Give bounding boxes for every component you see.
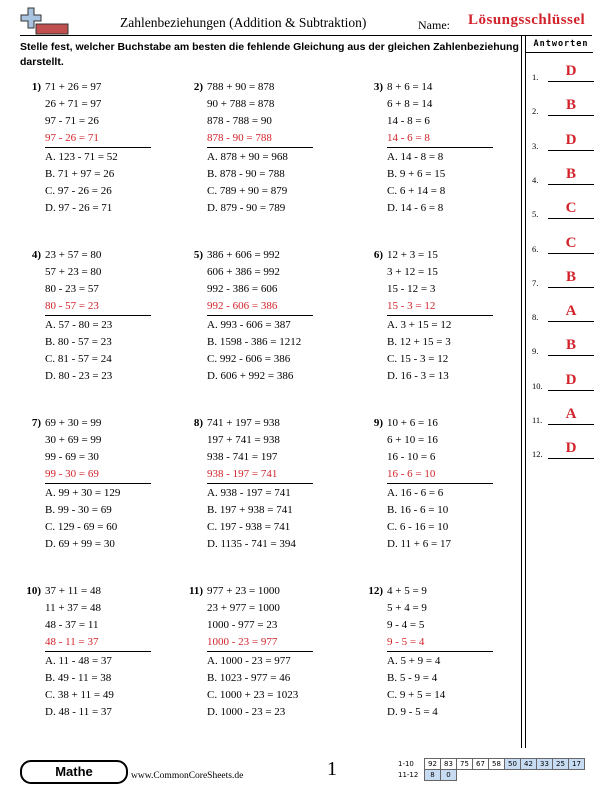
equation-rule — [387, 315, 493, 316]
worksheet-title: Zahlenbeziehungen (Addition & Subtraktion) — [120, 15, 367, 30]
problem-number: 1) — [31, 81, 41, 93]
answer-letter: D — [565, 131, 577, 148]
given-equation: 26 + 71 = 97 — [45, 98, 102, 110]
choice-option: A. 57 - 80 = 23 — [45, 319, 113, 331]
missing-equation-answer: 99 - 30 = 69 — [45, 468, 99, 480]
problem — [373, 79, 539, 220]
answer-number: 4. — [532, 174, 539, 185]
score-cell: 42 — [521, 759, 537, 770]
choice-option: D. 1135 - 741 = 394 — [207, 538, 296, 550]
choice-option: A. 1000 - 23 = 977 — [207, 655, 291, 667]
score-cell: 0 — [441, 770, 457, 781]
problem — [193, 79, 357, 217]
choice-option: B. 197 + 938 = 741 — [207, 504, 293, 516]
choice-option: A. 938 - 197 = 741 — [207, 487, 291, 499]
choice-option: D. 16 - 3 = 13 — [387, 370, 449, 382]
answer-row — [532, 133, 594, 153]
equation-rule — [387, 651, 493, 652]
choice-option: A. 5 + 9 = 4 — [387, 655, 441, 667]
problem — [193, 247, 357, 385]
choice-option: C. 38 + 11 = 49 — [45, 689, 114, 701]
problem — [188, 583, 357, 721]
choice-option: D. 48 - 11 = 37 — [45, 706, 112, 718]
given-equation: 741 + 197 = 938 — [207, 417, 280, 429]
answer-row — [532, 441, 594, 461]
choice-option: A. 878 + 90 = 968 — [207, 151, 288, 163]
answer-blank — [548, 81, 594, 82]
choice-option: D. 11 + 6 = 17 — [387, 538, 451, 550]
given-equation: 878 - 788 = 90 — [207, 115, 272, 127]
equation-rule — [45, 147, 151, 148]
answer-number: 2. — [532, 106, 539, 117]
missing-equation-answer: 97 - 26 = 71 — [45, 132, 99, 144]
score-cell: 83 — [441, 759, 457, 770]
choice-option: D. 14 - 6 = 8 — [387, 202, 444, 214]
answer-number: 9. — [532, 346, 539, 357]
answer-letter: B — [565, 97, 576, 114]
given-equation: 37 + 11 = 48 — [45, 585, 101, 597]
given-equation: 386 + 606 = 992 — [207, 249, 280, 261]
choice-option: C. 97 - 26 = 26 — [45, 185, 112, 197]
problem-number: 2) — [193, 81, 203, 93]
missing-equation-answer: 14 - 6 = 8 — [387, 132, 430, 144]
missing-equation-answer: 9 - 5 = 4 — [387, 636, 425, 648]
choice-option: D. 1000 - 23 = 23 — [207, 706, 286, 718]
given-equation: 23 + 57 = 80 — [45, 249, 102, 261]
answer-number: 1. — [532, 72, 539, 82]
answer-blank — [548, 184, 594, 185]
subject-badge: Mathe — [20, 760, 128, 784]
choice-option: B. 1598 - 386 = 1212 — [207, 336, 302, 348]
answer-blank — [548, 115, 594, 116]
missing-equation-answer: 1000 - 23 = 977 — [207, 636, 278, 648]
choice-option: A. 11 - 48 = 37 — [45, 655, 112, 667]
given-equation: 71 + 26 = 97 — [45, 81, 102, 93]
answer-number: 3. — [532, 140, 539, 151]
score-table — [398, 758, 585, 781]
answer-number: 8. — [532, 312, 539, 323]
answer-letter: C — [565, 200, 577, 217]
answer-blank — [548, 424, 594, 425]
given-equation: 69 + 30 = 99 — [45, 417, 102, 429]
problem — [193, 415, 357, 553]
answer-row — [532, 236, 594, 256]
given-equation: 938 - 741 = 197 — [207, 451, 278, 463]
worksheet-logo-icon — [20, 6, 70, 36]
equation-rule — [387, 483, 493, 484]
given-equation: 9 - 4 = 5 — [387, 619, 425, 631]
score-cell: 67 — [473, 759, 489, 770]
instructions: Stelle fest, welcher Buchstabe am besten die fehlende Gleichung aus der gleichen Zahlenbeziehung darstellt. — [20, 41, 519, 68]
missing-equation-answer: 15 - 3 = 12 — [387, 300, 436, 312]
answer-number: 12. — [532, 449, 543, 460]
choice-option: C. 789 + 90 = 879 — [207, 185, 288, 197]
score-cell: 75 — [457, 759, 473, 770]
score-range-label: 1-10 — [398, 760, 414, 768]
answer-blank — [548, 458, 594, 459]
missing-equation-answer: 938 - 197 = 741 — [207, 468, 278, 480]
answer-blank — [548, 355, 594, 356]
choice-option: C. 6 - 16 = 10 — [387, 521, 449, 533]
given-equation: 23 + 977 = 1000 — [207, 602, 280, 614]
problem — [373, 415, 537, 553]
problem-number: 8) — [193, 417, 203, 429]
answer-key-label: Lösungsschlüssel — [468, 12, 586, 28]
equation-rule — [45, 651, 151, 652]
missing-equation-answer: 992 - 606 = 386 — [207, 300, 278, 312]
equation-rule — [45, 483, 151, 484]
given-equation: 30 + 69 = 99 — [45, 434, 102, 446]
problem-number: 7) — [31, 417, 41, 429]
given-equation: 977 + 23 = 1000 — [207, 585, 280, 597]
problem-number: 12) — [368, 585, 383, 597]
problem — [31, 247, 195, 385]
answer-letter: B — [565, 268, 576, 285]
answer-row — [532, 201, 594, 221]
answers-header-rule — [526, 52, 593, 53]
answer-letter: B — [565, 337, 576, 354]
choice-option: D. 69 + 99 = 30 — [45, 538, 115, 550]
problem-number: 4) — [31, 249, 41, 261]
problem — [31, 79, 195, 217]
choice-option: B. 878 - 90 = 788 — [207, 168, 285, 180]
answer-row — [532, 98, 594, 118]
answer-row — [532, 338, 594, 358]
choice-option: C. 197 - 938 = 741 — [207, 521, 291, 533]
score-cell: 33 — [537, 759, 553, 770]
answer-letter: C — [565, 234, 577, 251]
choice-option: B. 99 - 30 = 69 — [45, 504, 112, 516]
answer-blank — [548, 390, 594, 391]
choice-option: A. 16 - 6 = 6 — [387, 487, 444, 499]
equation-rule — [207, 483, 313, 484]
score-cell: 50 — [505, 759, 521, 770]
answer-letter: D — [565, 63, 577, 79]
answer-number: 11. — [532, 415, 543, 425]
choice-option: A. 14 - 8 = 8 — [387, 151, 444, 163]
problem-number: 5) — [193, 249, 203, 261]
missing-equation-answer: 80 - 57 = 23 — [45, 300, 99, 312]
answer-row — [532, 373, 594, 393]
given-equation: 57 + 23 = 80 — [45, 266, 102, 278]
choice-option: C. 9 + 5 = 14 — [387, 689, 446, 701]
score-row — [398, 759, 585, 770]
header-divider — [20, 35, 592, 36]
answer-number: 10. — [532, 380, 543, 391]
choice-option: A. 99 + 30 = 129 — [45, 487, 121, 499]
score-range-label: 11-12 — [398, 771, 419, 779]
missing-equation-answer: 16 - 6 = 10 — [387, 468, 436, 480]
equation-rule — [207, 651, 313, 652]
answer-number: 6. — [532, 243, 539, 254]
given-equation: 97 - 71 = 26 — [45, 115, 99, 127]
choice-option: B. 12 + 15 = 3 — [387, 336, 451, 348]
choice-option: C. 15 - 3 = 12 — [387, 353, 449, 365]
score-cell: 8 — [425, 770, 441, 781]
given-equation: 6 + 10 = 16 — [387, 434, 438, 446]
choice-option: A. 3 + 15 = 12 — [387, 319, 452, 331]
given-equation: 12 + 3 = 15 — [387, 249, 438, 261]
given-equation: 90 + 788 = 878 — [207, 98, 275, 110]
site-url: www.CommonCoreSheets.de — [131, 771, 244, 781]
answer-letter: A — [565, 406, 577, 422]
score-grid — [398, 758, 585, 781]
choice-option: A. 123 - 71 = 52 — [45, 151, 118, 163]
page-number: 1 — [327, 758, 337, 780]
answer-number: 7. — [532, 277, 539, 288]
given-equation: 4 + 5 = 9 — [387, 585, 427, 597]
answers-header: Antworten — [533, 39, 589, 49]
given-equation: 3 + 12 = 15 — [387, 266, 438, 278]
score-cell: 25 — [553, 759, 569, 770]
given-equation: 48 - 37 = 11 — [45, 619, 99, 631]
answer-number: 5. — [532, 209, 539, 220]
score-cell: 92 — [425, 759, 441, 770]
score-cell: 17 — [569, 759, 585, 770]
problem-number: 10) — [26, 585, 41, 597]
score-row — [398, 770, 585, 781]
given-equation: 10 + 6 = 16 — [387, 417, 438, 429]
answer-blank — [548, 321, 594, 322]
given-equation: 197 + 741 = 938 — [207, 434, 280, 446]
equation-rule — [207, 147, 313, 148]
choice-option: C. 81 - 57 = 24 — [45, 353, 112, 365]
choice-option: C. 6 + 14 = 8 — [387, 185, 446, 197]
choice-option: D. 606 + 992 = 386 — [207, 370, 294, 382]
choice-option: C. 992 - 606 = 386 — [207, 353, 291, 365]
given-equation: 15 - 12 = 3 — [387, 283, 436, 295]
problem-number: 9) — [373, 417, 383, 429]
answer-row — [532, 167, 594, 187]
choice-option: B. 5 - 9 = 4 — [387, 672, 438, 684]
equation-rule — [45, 315, 151, 316]
given-equation: 14 - 8 = 6 — [387, 115, 430, 127]
answer-letter: A — [565, 303, 577, 320]
answer-letter: D — [565, 371, 577, 388]
answer-blank — [548, 150, 594, 151]
choice-option: D. 80 - 23 = 23 — [45, 370, 113, 382]
score-cell: 58 — [489, 759, 505, 770]
choice-option: C. 129 - 69 = 60 — [45, 521, 118, 533]
given-equation: 788 + 90 = 878 — [207, 81, 275, 93]
choice-option: B. 9 + 6 = 15 — [387, 168, 446, 180]
missing-equation-answer: 878 - 90 = 788 — [207, 132, 272, 144]
problem — [31, 415, 195, 553]
choice-option: B. 16 - 6 = 10 — [387, 504, 449, 516]
choice-option: B. 71 + 97 = 26 — [45, 168, 115, 180]
name-label: Name: — [418, 18, 450, 32]
given-equation: 80 - 23 = 57 — [45, 283, 99, 295]
problem-number: 6) — [373, 249, 383, 261]
given-equation: 1000 - 977 = 23 — [207, 619, 278, 631]
choice-option: C. 1000 + 23 = 1023 — [207, 689, 299, 701]
answer-row — [532, 304, 594, 324]
choice-option: B. 1023 - 977 = 46 — [207, 672, 291, 684]
answer-blank — [548, 253, 594, 254]
given-equation: 5 + 4 = 9 — [387, 602, 427, 614]
given-equation: 16 - 10 = 6 — [387, 451, 436, 463]
problem-number: 11) — [188, 585, 203, 597]
choice-option: A. 993 - 606 = 387 — [207, 319, 291, 331]
answer-row — [532, 407, 594, 427]
missing-equation-answer: 48 - 11 = 37 — [45, 636, 99, 648]
choice-option: D. 97 - 26 = 71 — [45, 202, 113, 214]
given-equation: 99 - 69 = 30 — [45, 451, 99, 463]
problem — [373, 247, 537, 385]
problem — [26, 583, 195, 721]
answer-blank — [548, 287, 594, 288]
given-equation: 606 + 386 = 992 — [207, 266, 280, 278]
problem — [368, 583, 537, 721]
given-equation: 6 + 8 = 14 — [387, 98, 433, 110]
choice-option: D. 9 - 5 = 4 — [387, 706, 438, 718]
problem-number: 3) — [373, 81, 383, 93]
choice-option: B. 49 - 11 = 38 — [45, 672, 112, 684]
equation-rule — [207, 315, 313, 316]
given-equation: 8 + 6 = 14 — [387, 81, 433, 93]
choice-option: D. 879 - 90 = 789 — [207, 202, 286, 214]
answer-blank — [548, 218, 594, 219]
equation-rule — [387, 147, 493, 148]
given-equation: 11 + 37 = 48 — [45, 602, 101, 614]
answer-letter: B — [565, 165, 576, 182]
answer-letter: D — [565, 440, 577, 457]
answer-row — [532, 270, 594, 290]
given-equation: 992 - 386 = 606 — [207, 283, 278, 295]
choice-option: B. 80 - 57 = 23 — [45, 336, 112, 348]
answer-row — [532, 64, 594, 84]
